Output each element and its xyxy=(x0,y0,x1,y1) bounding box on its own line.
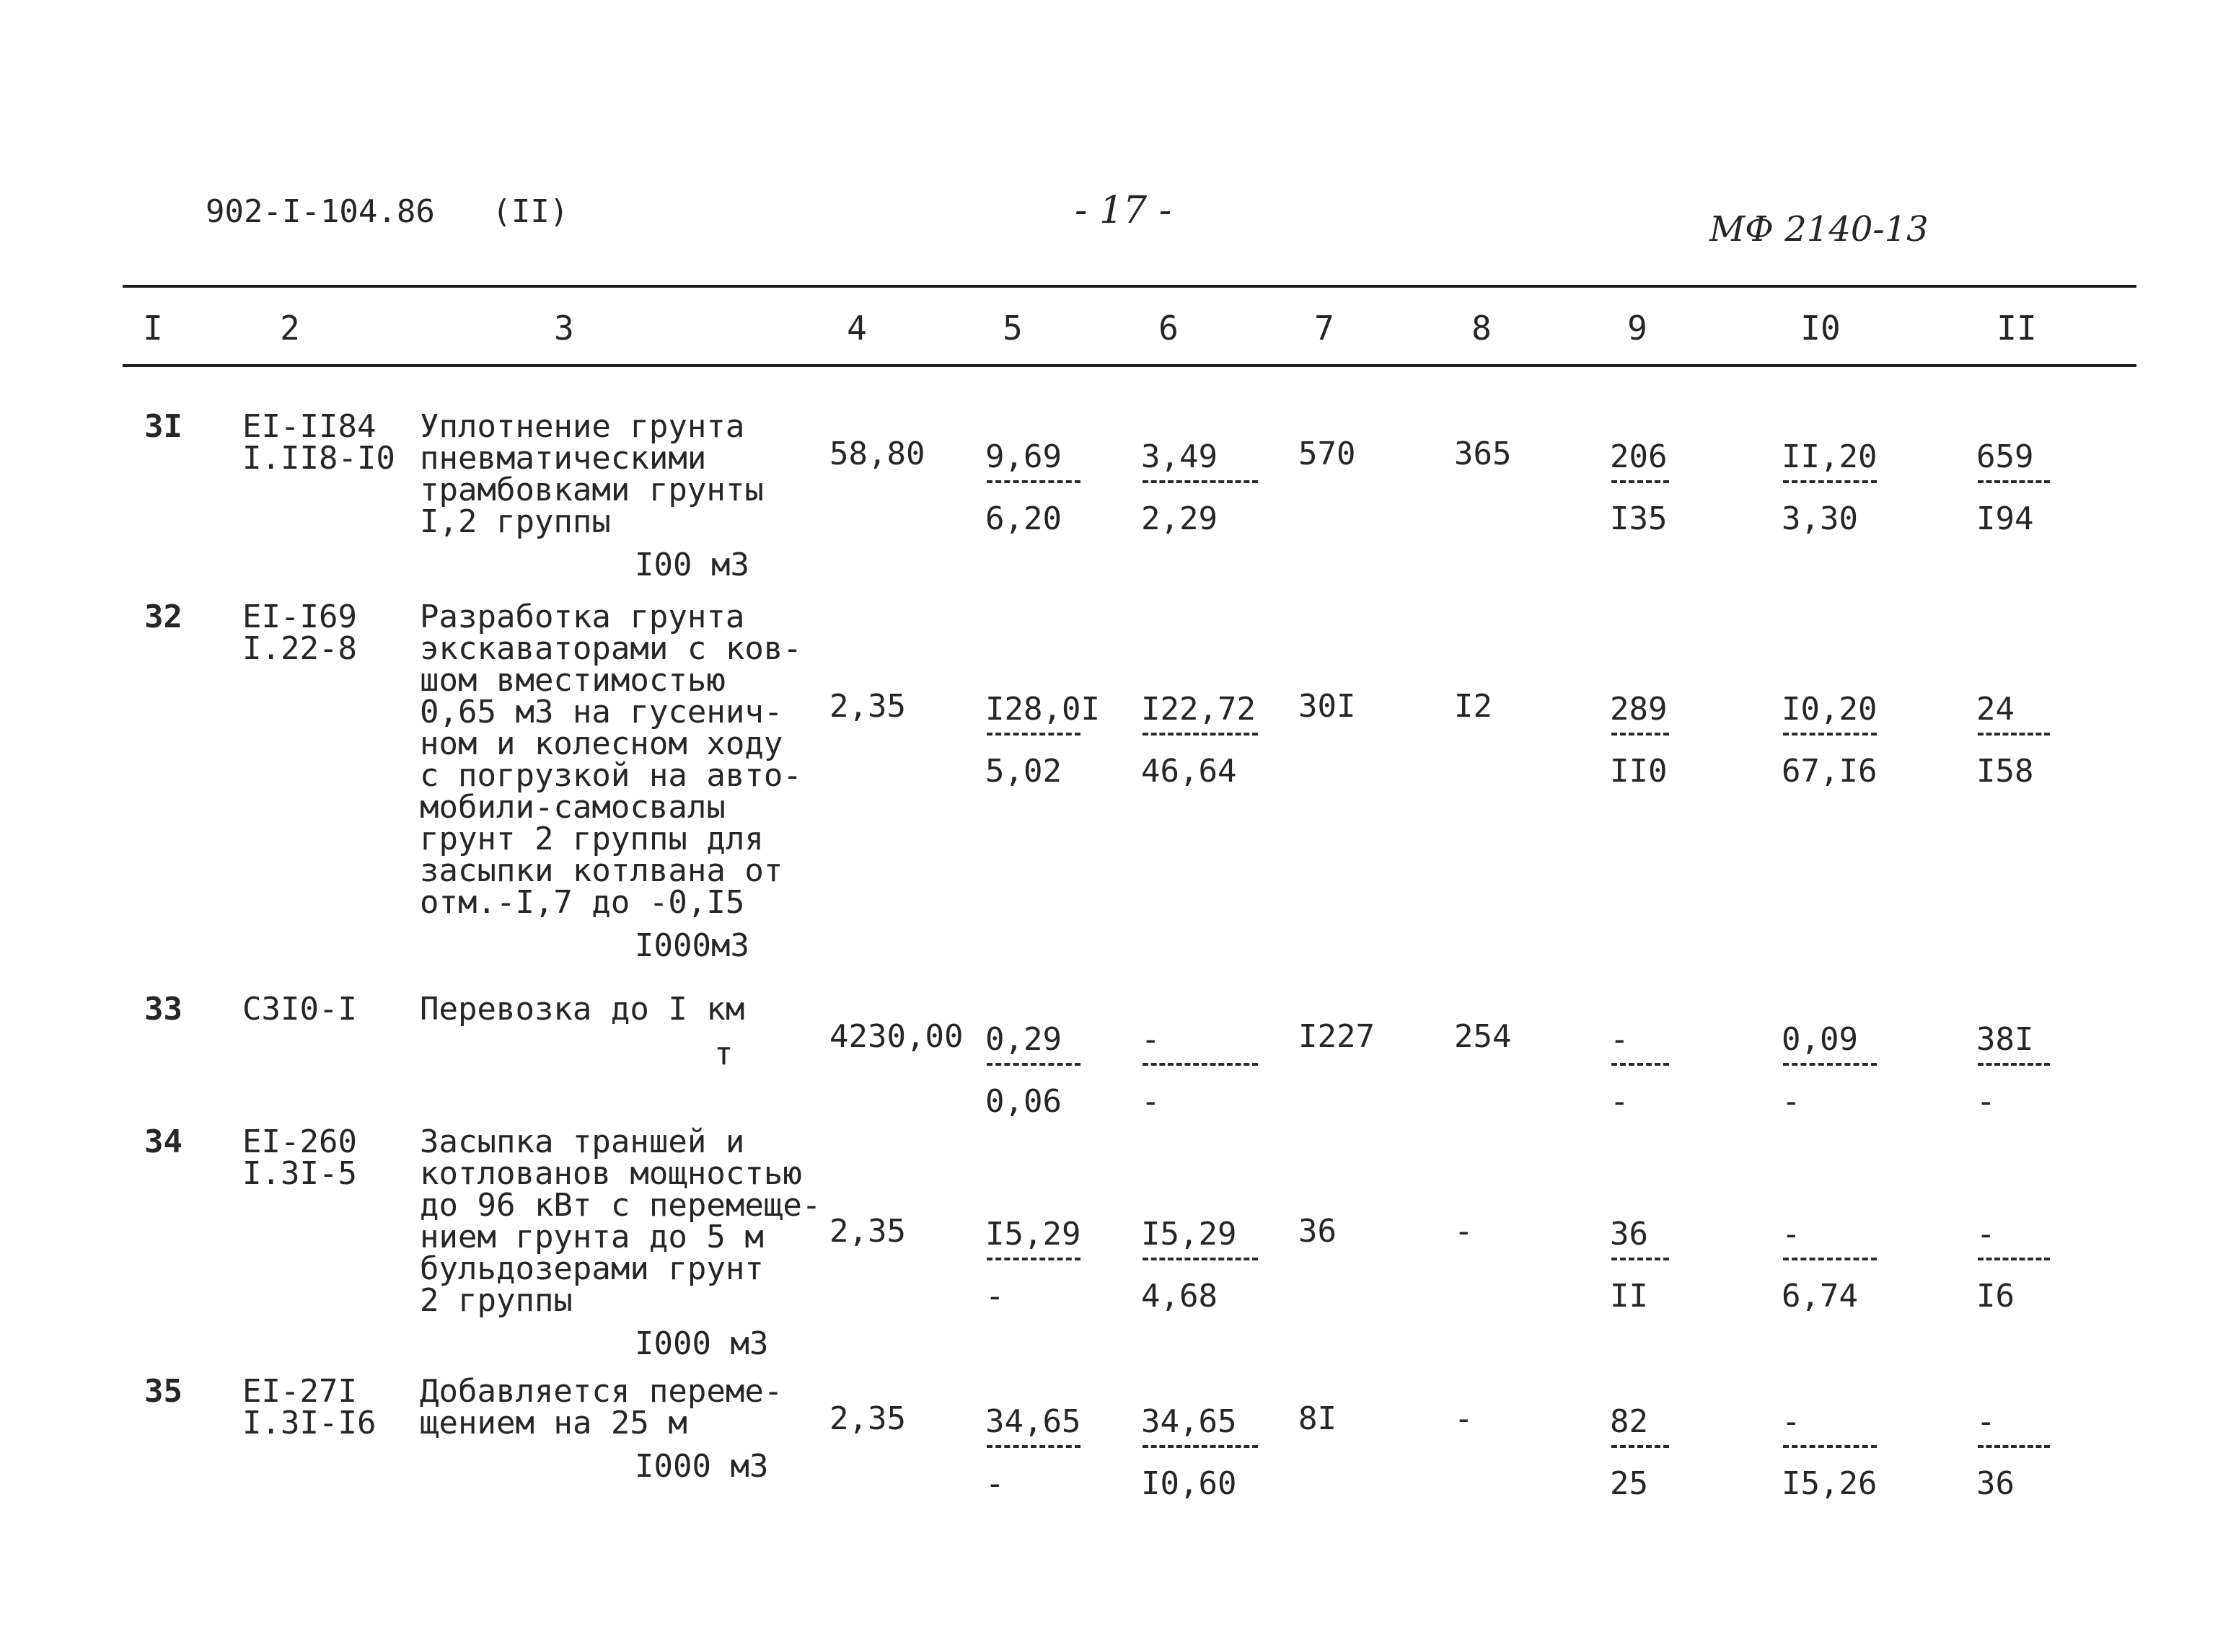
row-description-line: шом вместимостью xyxy=(420,662,726,699)
row-unit: I000 м3 xyxy=(635,1448,769,1485)
row-quantity: 4230,00 xyxy=(829,1018,964,1055)
fraction-bottom-value: II xyxy=(1610,1278,1648,1315)
row-unit: I00 м3 xyxy=(635,547,749,583)
fraction-bar xyxy=(987,1063,1080,1066)
row-code: EI-I69 xyxy=(242,598,357,635)
fraction-top-value: 3,49 xyxy=(1141,438,1218,475)
fraction-bottom-value: I58 xyxy=(1976,753,2034,790)
fraction-top-value: - xyxy=(1976,1216,1996,1253)
document-reference: МФ 2140-13 xyxy=(1709,209,1929,249)
fraction-top-value: 206 xyxy=(1610,438,1668,475)
fraction-bar xyxy=(1978,1258,2050,1260)
row-code: EI-II84 xyxy=(242,408,377,445)
row-c7: 570 xyxy=(1298,436,1356,472)
row-description-line: Засыпка траншей и xyxy=(420,1123,745,1160)
row-description-line: котлованов мощностью xyxy=(420,1155,802,1192)
fraction-bar xyxy=(1611,1445,1669,1448)
fraction-top-value: - xyxy=(1141,1021,1161,1058)
document-part: (II) xyxy=(492,193,569,230)
row-number: 35 xyxy=(144,1373,182,1410)
column-header: II xyxy=(1997,309,2037,348)
fraction-bar xyxy=(1611,1258,1669,1260)
row-unit: I000 м3 xyxy=(635,1325,769,1362)
row-description-line: Уплотнение грунта xyxy=(420,408,745,445)
row-description-line: 0,65 м3 на гусенич- xyxy=(420,694,783,730)
row-description-line: Перевозка до I км xyxy=(420,991,745,1028)
fraction-top-value: 0,09 xyxy=(1782,1021,1858,1058)
fraction-bar xyxy=(987,733,1080,736)
fraction-bar xyxy=(1611,480,1669,483)
fraction-bottom-value: 3,30 xyxy=(1782,500,1858,537)
fraction-top-value: II,20 xyxy=(1782,438,1878,475)
fraction-bar xyxy=(987,480,1080,483)
fraction-bar xyxy=(1783,1258,1877,1260)
fraction-top-value: I5,29 xyxy=(985,1216,1081,1253)
fraction-bottom-value: - xyxy=(1610,1083,1629,1120)
fraction-top-value: - xyxy=(1610,1021,1629,1058)
fraction-bottom-value: I94 xyxy=(1976,500,2034,537)
fraction-top-value: I28,0I xyxy=(985,691,1100,728)
fraction-bottom-value: - xyxy=(985,1465,1005,1502)
fraction-bar xyxy=(1143,1445,1258,1448)
fraction-bar xyxy=(987,1445,1080,1448)
fraction-top-value: 0,29 xyxy=(985,1021,1062,1058)
row-description-line: экскаваторами с ков- xyxy=(420,630,802,667)
row-c8: I2 xyxy=(1454,688,1492,725)
fraction-top-value: I5,29 xyxy=(1141,1216,1237,1253)
row-description-line: отм.-I,7 до -0,I5 xyxy=(420,884,745,921)
fraction-bar xyxy=(1143,1063,1258,1066)
fraction-top-value: 36 xyxy=(1610,1216,1648,1253)
fraction-bottom-value: - xyxy=(985,1278,1005,1315)
row-description-line: ном и колесном ходу xyxy=(420,725,783,762)
row-quantity: 2,35 xyxy=(829,1400,906,1437)
fraction-bottom-value: 25 xyxy=(1610,1465,1648,1502)
row-description-line: до 96 кВт с перемеще- xyxy=(420,1187,822,1224)
fraction-bar xyxy=(1611,733,1669,736)
column-header: 4 xyxy=(847,309,867,348)
fraction-bar xyxy=(1143,733,1258,736)
fraction-bottom-value: - xyxy=(1782,1083,1801,1120)
fraction-bar xyxy=(1783,1063,1877,1066)
fraction-bar xyxy=(1978,1445,2050,1448)
row-description-line: засыпки котлвана от xyxy=(420,852,783,889)
fraction-top-value: 659 xyxy=(1976,438,2034,475)
fraction-top-value: 38I xyxy=(1976,1021,2034,1058)
row-unit: I000м3 xyxy=(635,927,749,964)
row-c8: - xyxy=(1454,1213,1474,1250)
column-header: 3 xyxy=(554,309,574,348)
fraction-bottom-value: 6,20 xyxy=(985,500,1062,537)
fraction-top-value: - xyxy=(1782,1216,1801,1253)
row-c7: 8I xyxy=(1298,1400,1337,1437)
column-header: I xyxy=(143,309,163,348)
fraction-top-value: 289 xyxy=(1610,691,1668,728)
column-header: I0 xyxy=(1800,309,1841,348)
column-header: 7 xyxy=(1314,309,1334,348)
column-header: 5 xyxy=(1003,309,1023,348)
table-top-rule xyxy=(123,285,2136,288)
column-header: 9 xyxy=(1627,309,1647,348)
row-number: 34 xyxy=(144,1123,182,1160)
column-header: 6 xyxy=(1158,309,1179,348)
row-code: I.22-8 xyxy=(242,630,357,667)
row-number: 33 xyxy=(144,991,182,1028)
document-code: 902-I-104.86 xyxy=(206,193,435,230)
row-code: I.II8-I0 xyxy=(242,440,395,477)
row-description-line: нием грунта до 5 м xyxy=(420,1219,764,1255)
row-code: EI-260 xyxy=(242,1123,357,1160)
fraction-bottom-value: - xyxy=(1141,1083,1161,1120)
row-description-line: грунт 2 группы для xyxy=(420,821,764,857)
fraction-bar xyxy=(1783,733,1877,736)
row-code: EI-27I xyxy=(242,1373,357,1410)
fraction-bottom-value: 2,29 xyxy=(1141,500,1218,537)
row-quantity: 2,35 xyxy=(829,688,906,725)
fraction-bar xyxy=(1143,1258,1258,1260)
row-quantity: 58,80 xyxy=(829,436,925,472)
fraction-bar xyxy=(1783,1445,1877,1448)
document-code-line xyxy=(206,193,568,230)
row-description-line: Разработка грунта xyxy=(420,598,745,635)
page-number: - 17 - xyxy=(1075,189,1172,232)
fraction-top-value: - xyxy=(1976,1403,1996,1440)
fraction-top-value: 34,65 xyxy=(1141,1403,1237,1440)
fraction-bar xyxy=(1143,480,1258,483)
fraction-bar xyxy=(1611,1063,1669,1066)
row-c7: 36 xyxy=(1298,1213,1337,1250)
fraction-top-value: 34,65 xyxy=(985,1403,1081,1440)
row-c8: 254 xyxy=(1454,1018,1512,1055)
row-description-line: 2 группы xyxy=(420,1282,573,1319)
row-description-line: пневматическими xyxy=(420,440,707,477)
fraction-bar xyxy=(987,1258,1080,1260)
row-code: I.3I-I6 xyxy=(242,1405,377,1441)
row-c7: 30I xyxy=(1298,688,1356,725)
fraction-bottom-value: 5,02 xyxy=(985,753,1062,790)
row-code: C3I0-I xyxy=(242,991,357,1028)
row-c8: 365 xyxy=(1454,436,1512,472)
fraction-bottom-value: - xyxy=(1976,1083,1996,1120)
column-header: 8 xyxy=(1471,309,1492,348)
fraction-bottom-value: 0,06 xyxy=(985,1083,1062,1120)
fraction-top-value: 82 xyxy=(1610,1403,1648,1440)
fraction-bottom-value: 46,64 xyxy=(1141,753,1237,790)
fraction-bottom-value: II0 xyxy=(1610,753,1668,790)
row-number: 3I xyxy=(144,408,182,445)
fraction-bar xyxy=(1978,480,2050,483)
fraction-top-value: I0,20 xyxy=(1782,691,1878,728)
row-description-line: бульдозерами грунт xyxy=(420,1250,764,1287)
row-unit: т xyxy=(714,1035,734,1072)
row-description-line: мобили-самосвалы xyxy=(420,789,726,826)
row-description-line: трамбовками грунты xyxy=(420,472,764,508)
row-description-line: с погрузкой на авто- xyxy=(420,757,802,794)
row-code: I.3I-5 xyxy=(242,1155,357,1192)
fraction-bottom-value: I6 xyxy=(1976,1278,2015,1315)
table-header-rule xyxy=(123,364,2136,367)
fraction-top-value: - xyxy=(1782,1403,1801,1440)
fraction-bar xyxy=(1783,480,1877,483)
fraction-bottom-value: 4,68 xyxy=(1141,1278,1218,1315)
row-c7: I227 xyxy=(1298,1018,1375,1055)
fraction-top-value: I22,72 xyxy=(1141,691,1256,728)
row-number: 32 xyxy=(144,598,182,635)
fraction-bottom-value: 36 xyxy=(1976,1465,2015,1502)
row-description-line: щением на 25 м xyxy=(420,1405,687,1441)
fraction-top-value: 24 xyxy=(1976,691,2015,728)
fraction-bottom-value: I35 xyxy=(1610,500,1668,537)
fraction-bottom-value: I5,26 xyxy=(1782,1465,1878,1502)
fraction-bar xyxy=(1978,1063,2050,1066)
row-description-line: Добавляется переме- xyxy=(420,1373,783,1410)
fraction-bottom-value: 67,I6 xyxy=(1782,753,1878,790)
fraction-bar xyxy=(1978,733,2050,736)
fraction-top-value: 9,69 xyxy=(985,438,1062,475)
fraction-bottom-value: 6,74 xyxy=(1782,1278,1858,1315)
row-quantity: 2,35 xyxy=(829,1213,906,1250)
column-header: 2 xyxy=(280,309,300,348)
row-description-line: I,2 группы xyxy=(420,503,611,540)
fraction-bottom-value: I0,60 xyxy=(1141,1465,1237,1502)
row-c8: - xyxy=(1454,1400,1474,1437)
